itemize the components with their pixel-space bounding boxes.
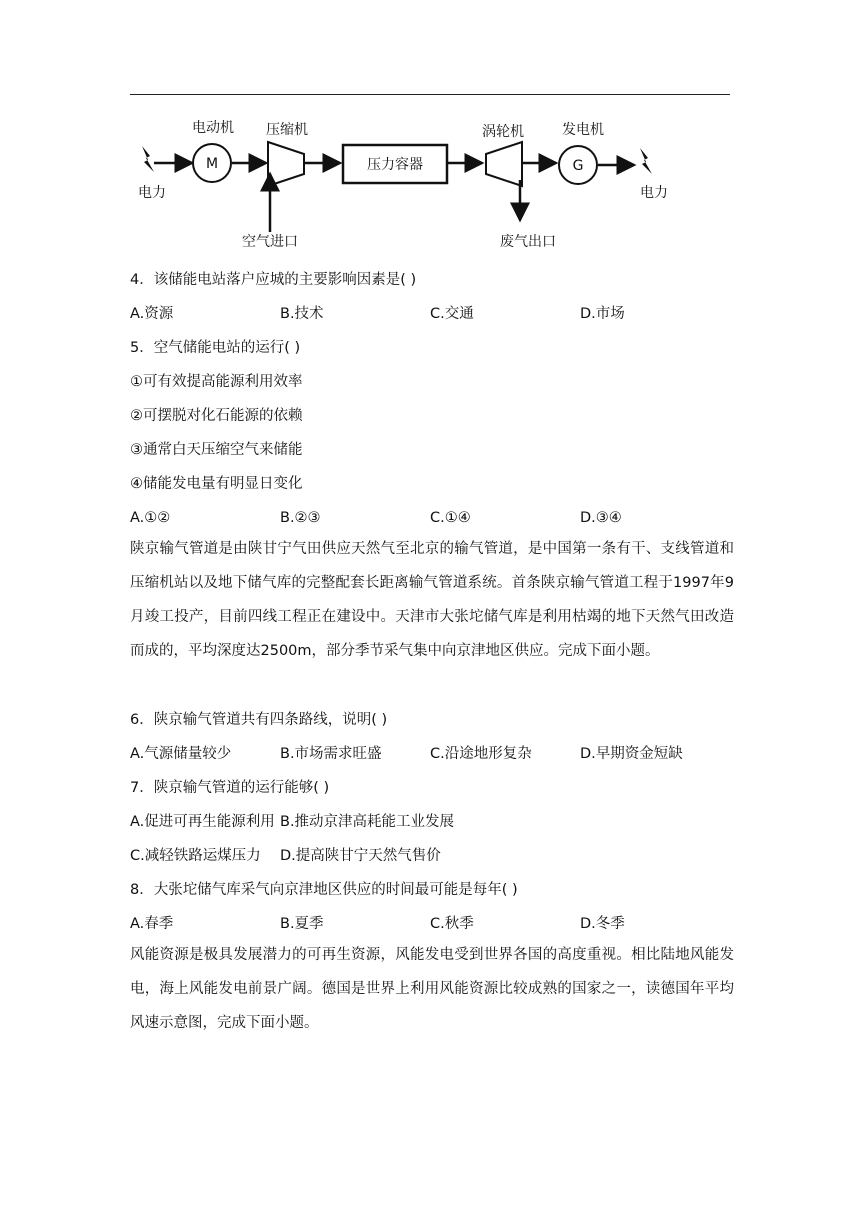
lightning-out-icon	[640, 148, 652, 174]
lightning-in-icon	[142, 146, 154, 172]
q5-statement-3: ③通常白天压缩空气来储能	[130, 442, 303, 458]
motor-letter: M	[205, 156, 219, 172]
question-4-stem: 4．该储能电站落户应城的主要影响因素是( )	[130, 272, 417, 288]
header-rule	[130, 94, 730, 95]
q4-option-d[interactable]: D.市场	[580, 306, 625, 322]
q6-option-c[interactable]: C.沿途地形复杂	[430, 746, 532, 762]
motor-label: 电动机	[192, 120, 234, 136]
generator-label: 发电机	[562, 122, 604, 138]
q6-option-b[interactable]: B.市场需求旺盛	[280, 746, 382, 762]
generator-letter: G	[572, 158, 584, 174]
q8-option-c[interactable]: C.秋季	[430, 916, 474, 932]
power-in-label: 电力	[138, 185, 166, 201]
q4-option-c[interactable]: C.交通	[430, 306, 474, 322]
exhaust-label: 废气出口	[500, 234, 556, 250]
q7-option-d[interactable]: D.提高陕甘宁天然气售价	[280, 848, 441, 864]
q5-option-d[interactable]: D.③④	[580, 510, 622, 526]
q5-option-c[interactable]: C.①④	[430, 510, 471, 526]
question-6-stem: 6．陕京输气管道共有四条路线，说明( )	[130, 712, 388, 728]
q8-option-d[interactable]: D.冬季	[580, 916, 625, 932]
q5-statement-1: ①可有效提高能源利用效率	[130, 374, 303, 390]
compressor-symbol	[268, 142, 304, 186]
q5-option-a[interactable]: A.①②	[130, 510, 171, 526]
question-5-stem: 5．空气储能电站的运行( )	[130, 340, 301, 356]
power-out-label: 电力	[640, 185, 668, 201]
q7-option-a[interactable]: A.促进可再生能源利用	[130, 814, 275, 830]
passage-wind-energy: 风能资源是极具发展潜力的可再生资源，风能发电受到世界各国的高度重视。相比陆地风能发电，海上风能发电前景广阔。德国是世界上利用风能资源比较成熟的国家之一，读德国年平均风速示意图，完成下面小题。	[130, 947, 734, 1031]
q6-option-d[interactable]: D.早期资金短缺	[580, 746, 683, 762]
turbine-symbol	[486, 142, 522, 186]
q4-option-b[interactable]: B.技术	[280, 306, 324, 322]
q5-statement-4: ④储能发电量有明显日变化	[130, 476, 303, 492]
q8-option-b[interactable]: B.夏季	[280, 916, 324, 932]
energy-storage-diagram	[128, 112, 688, 260]
question-7-stem: 7．陕京输气管道的运行能够( )	[130, 780, 330, 796]
q8-option-a[interactable]: A.春季	[130, 916, 174, 932]
passage-shaanjing: 陕京输气管道是由陕甘宁气田供应天然气至北京的输气管道，是中国第一条有干、支线管道和压缩机站以及地下储气库的完整配套长距离输气管道系统。首条陕京输气管道工程于1997年9月竣工投产，目前四线工程正在建设中。天津市大张坨储气库是利用枯竭的地下天然气田改造而成的，平均深度达2500m，部分季节采气集中向京津地区供应。完成下面小题。	[130, 541, 734, 659]
air-inlet-label: 空气进口	[242, 234, 298, 250]
q7-option-b[interactable]: B.推动京津高耗能工业发展	[280, 814, 455, 830]
question-8-stem: 8．大张坨储气库采气向京津地区供应的时间最可能是每年( )	[130, 882, 518, 898]
q6-option-a[interactable]: A.气源储量较少	[130, 746, 232, 762]
q4-option-a[interactable]: A.资源	[130, 306, 174, 322]
q5-statement-2: ②可摆脱对化石能源的依赖	[130, 408, 303, 424]
compressor-label: 压缩机	[266, 122, 308, 138]
turbine-label: 涡轮机	[482, 124, 524, 140]
q7-option-c[interactable]: C.减轻铁路运煤压力	[130, 848, 261, 864]
q5-option-b[interactable]: B.②③	[280, 510, 321, 526]
vessel-label: 压力容器	[367, 157, 423, 173]
